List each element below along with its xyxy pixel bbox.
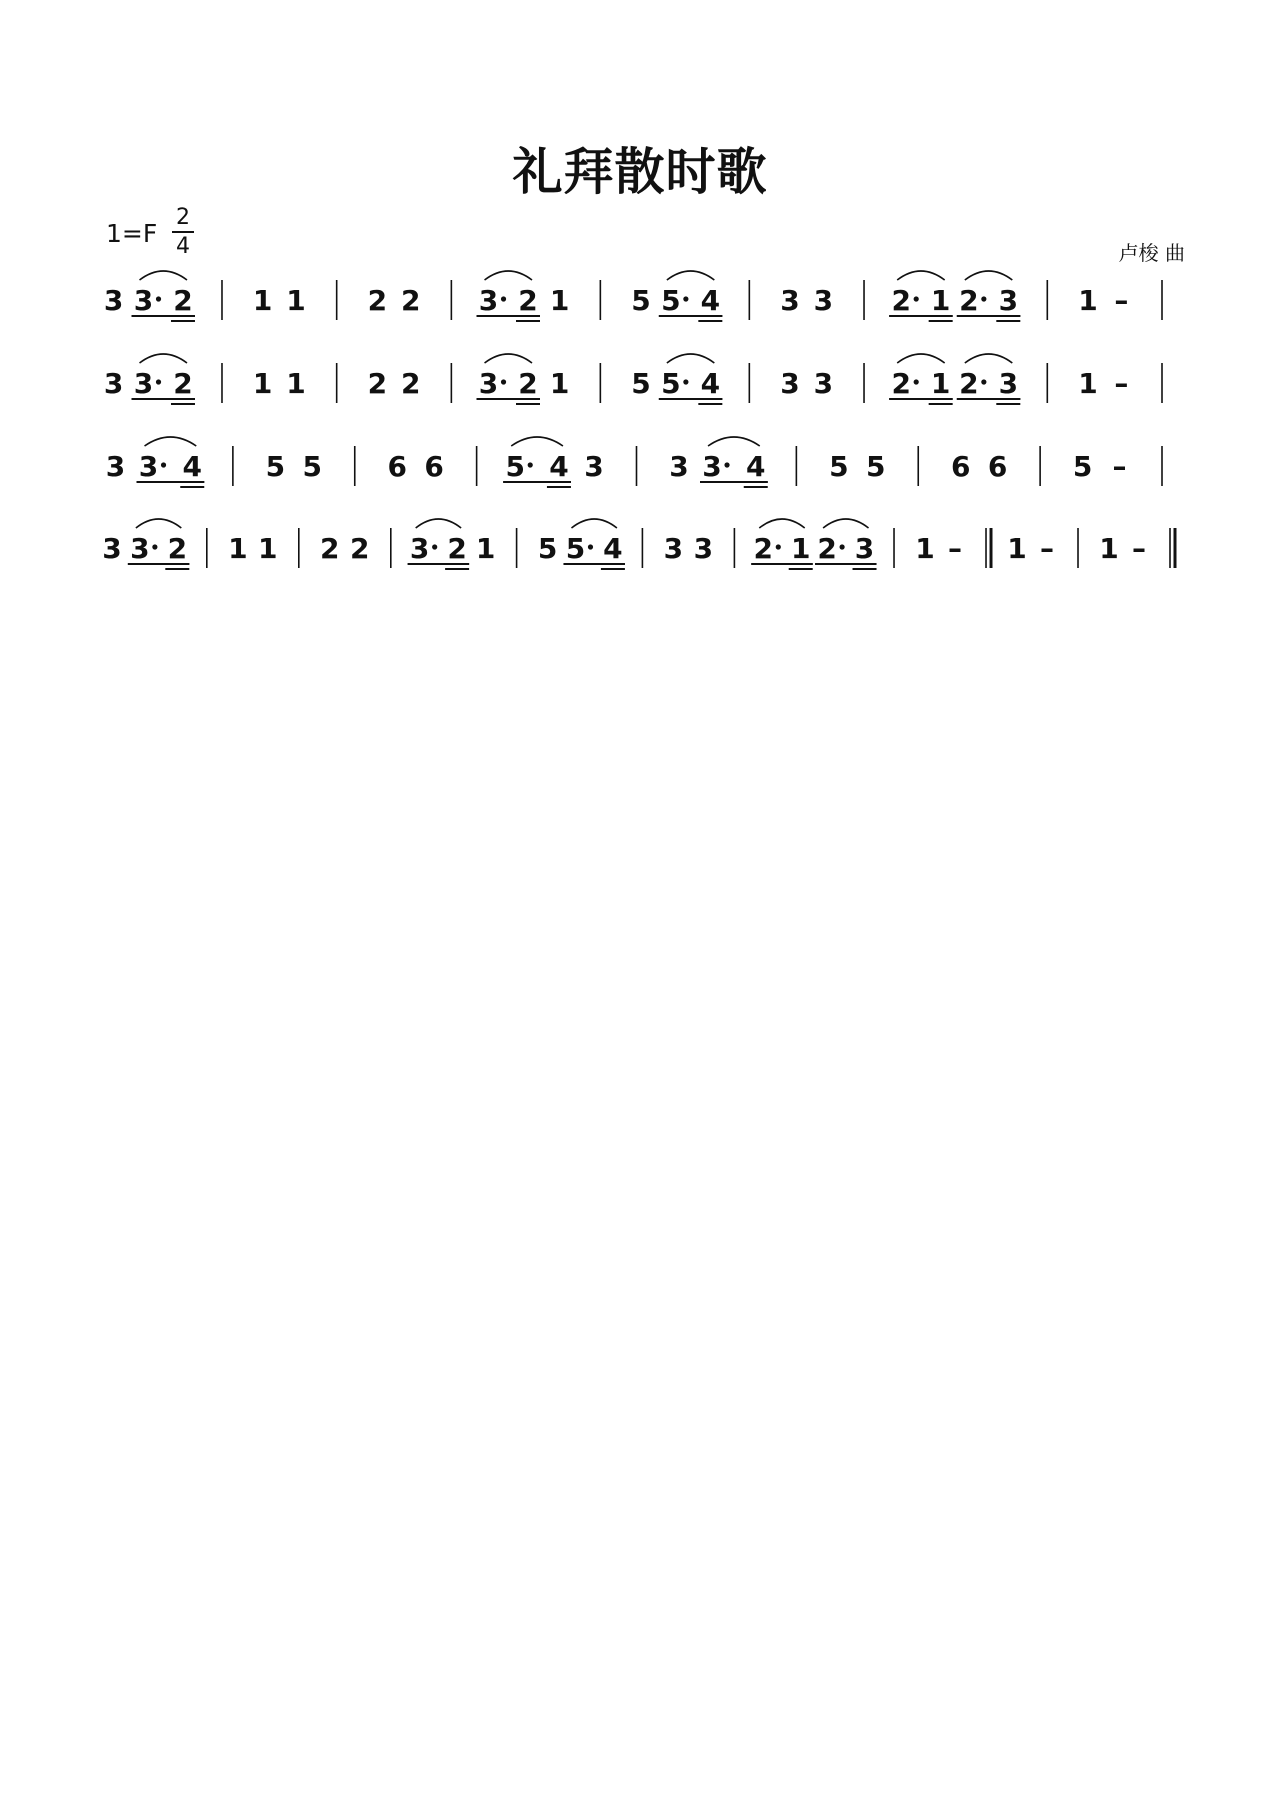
slur [897, 354, 944, 363]
note: 3 [854, 532, 875, 565]
slur [759, 519, 804, 528]
note: 4 [182, 450, 202, 483]
note: 1 [549, 367, 570, 400]
note: 3 [813, 367, 834, 400]
note: 2 [891, 367, 911, 400]
note: 3 [693, 532, 714, 565]
note: 1 [1078, 367, 1098, 400]
slur [511, 437, 563, 446]
slur [416, 519, 461, 528]
augmentation-dot [776, 544, 781, 549]
note: 1 [286, 284, 306, 317]
note: 5 [265, 450, 286, 483]
note: 1 [475, 532, 496, 565]
note: 2 [167, 532, 188, 565]
augmentation-dot [501, 379, 506, 384]
note: 1 [252, 284, 273, 317]
note: 2 [173, 367, 193, 400]
note: 4 [746, 450, 766, 483]
note: 2 [350, 532, 370, 565]
note: 2 [753, 532, 774, 565]
note: 6 [424, 450, 444, 483]
note: 3 [133, 284, 154, 317]
dash: – [1112, 450, 1127, 483]
note: 5 [302, 450, 323, 483]
note: 5 [505, 450, 525, 483]
note: 2 [320, 532, 340, 565]
note: 3 [998, 367, 1019, 400]
note: 2 [518, 367, 538, 400]
slur [823, 519, 868, 528]
note: 5 [829, 450, 849, 483]
note: 3 [133, 367, 154, 400]
note: 3 [103, 367, 124, 400]
note: 2 [817, 532, 837, 565]
note: 3 [584, 450, 604, 483]
note: 6 [987, 450, 1008, 483]
note: 2 [959, 367, 979, 400]
augmentation-dot [152, 544, 157, 549]
slur [667, 271, 714, 280]
augmentation-dot [683, 379, 688, 384]
note: 2 [447, 532, 467, 565]
note: 3 [663, 532, 684, 565]
slur [897, 271, 944, 280]
augmentation-dot [683, 296, 688, 301]
dash: – [1132, 532, 1147, 565]
note: 3 [130, 532, 150, 565]
note: 5 [565, 532, 586, 565]
note: 3 [780, 284, 800, 317]
note: 5 [866, 450, 886, 483]
note: 1 [1078, 284, 1098, 317]
augmentation-dot [839, 544, 844, 549]
note: 4 [700, 367, 721, 400]
note: 2 [959, 284, 979, 317]
note: 3 [105, 450, 126, 483]
slur [140, 271, 187, 280]
note: 1 [930, 367, 951, 400]
dash: – [1040, 532, 1055, 565]
note: 2 [400, 284, 421, 317]
note: 5 [661, 284, 681, 317]
dash: – [1114, 284, 1129, 317]
note: 1 [252, 367, 273, 400]
time-signature-numerator: 2 [176, 205, 190, 230]
time-signature-denominator: 4 [176, 234, 190, 259]
slur [136, 519, 181, 528]
key-signature: 1=F [106, 219, 158, 248]
augmentation-dot [914, 296, 919, 301]
slur [667, 354, 714, 363]
composer-credit: 卢梭 曲 [1118, 241, 1185, 265]
note: 2 [173, 284, 193, 317]
note: 3 [478, 284, 499, 317]
dash: – [948, 532, 963, 565]
note: 4 [549, 450, 569, 483]
note: 2 [367, 367, 388, 400]
slur [571, 519, 616, 528]
slur [965, 354, 1012, 363]
note: 5 [537, 532, 558, 565]
note: 5 [631, 284, 651, 317]
note: 1 [258, 532, 278, 565]
note: 1 [1099, 532, 1119, 565]
note: 5 [631, 367, 651, 400]
score-title: 礼拜散时歌 [512, 143, 768, 201]
note: 1 [549, 284, 570, 317]
note: 2 [400, 367, 421, 400]
augmentation-dot [161, 462, 166, 467]
note: 1 [228, 532, 248, 565]
note: 3 [780, 367, 800, 400]
note: 3 [102, 532, 122, 565]
note: 2 [367, 284, 388, 317]
note: 4 [700, 284, 721, 317]
augmentation-dot [724, 462, 729, 467]
slur [708, 437, 760, 446]
augmentation-dot [501, 296, 506, 301]
note: 3 [103, 284, 124, 317]
note: 2 [891, 284, 911, 317]
augmentation-dot [156, 379, 161, 384]
augmentation-dot [432, 544, 437, 549]
note: 1 [930, 284, 951, 317]
note: 3 [813, 284, 834, 317]
note: 3 [702, 450, 722, 483]
note: 3 [998, 284, 1019, 317]
note: 1 [286, 367, 306, 400]
note: 1 [1007, 532, 1027, 565]
note: 6 [387, 450, 407, 483]
slur [485, 354, 532, 363]
augmentation-dot [914, 379, 919, 384]
note: 4 [603, 532, 623, 565]
augmentation-dot [981, 379, 986, 384]
note: 5 [661, 367, 681, 400]
slur [145, 437, 197, 446]
augmentation-dot [981, 296, 986, 301]
augmentation-dot [588, 544, 593, 549]
slur [140, 354, 187, 363]
note: 2 [518, 284, 538, 317]
note: 3 [478, 367, 499, 400]
note: 1 [790, 532, 811, 565]
note: 1 [915, 532, 935, 565]
note: 3 [409, 532, 430, 565]
slur [485, 271, 532, 280]
note: 5 [1072, 450, 1093, 483]
note: 3 [138, 450, 159, 483]
augmentation-dot [528, 462, 533, 467]
slur [965, 271, 1012, 280]
note: 6 [950, 450, 971, 483]
dash: – [1114, 367, 1129, 400]
augmentation-dot [156, 296, 161, 301]
note: 3 [669, 450, 689, 483]
